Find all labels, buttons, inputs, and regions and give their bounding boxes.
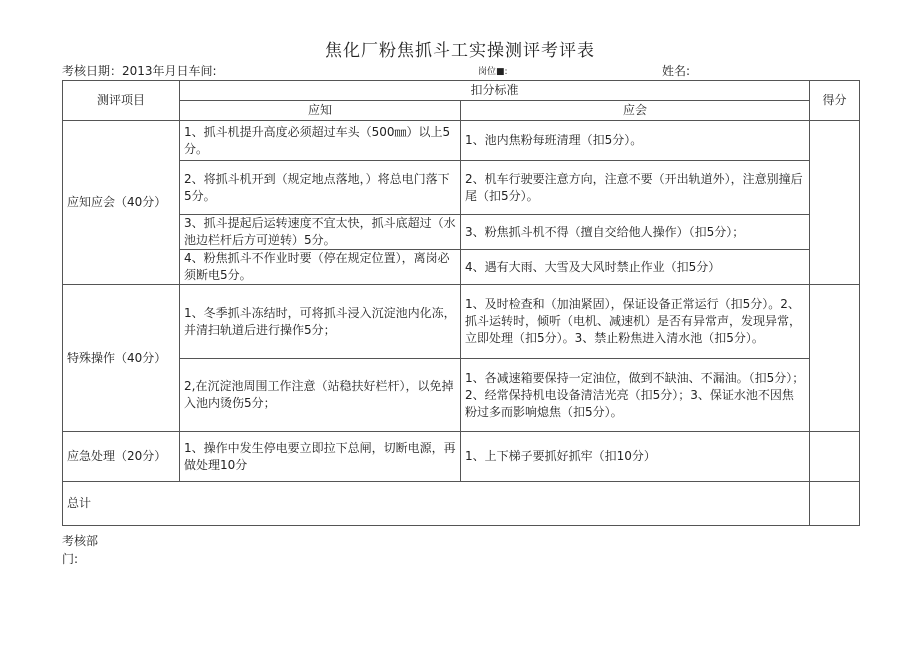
section-name: 特殊操作（40分） bbox=[63, 285, 180, 432]
total-label: 总计 bbox=[63, 482, 810, 526]
criteria-can: 1、及时检查和（加油紧固），保证设备正常运行（扣5分）。2、抓斗运转时，倾听（电机、减速机）是否有异常声，发现异常，立即处理（扣5分）。3、禁止粉焦进入清水池（扣5分）。 bbox=[461, 285, 810, 359]
criteria-can: 1、各减速箱要保持一定油位，做到不缺油、不漏油。（扣5分）；2、经常保持机电设备清洁光亮（扣5分）；3、保证水池不因焦粉过多而影响熄焦（扣5分）。 bbox=[461, 359, 810, 432]
score-cell[interactable] bbox=[810, 285, 860, 432]
post-label: 岗位■: bbox=[478, 67, 508, 77]
section-name: 应急处理（20分） bbox=[63, 432, 180, 482]
page-title: 焦化厂粉焦抓斗工实操测评考评表 bbox=[325, 41, 595, 61]
header-can: 应会 bbox=[461, 101, 810, 121]
score-cell[interactable] bbox=[810, 432, 860, 482]
criteria-can: 2、机车行驶要注意方向，注意不要（开出轨道外），注意别撞后尾（扣5分）。 bbox=[461, 161, 810, 215]
dept-label: 考核部 bbox=[62, 534, 99, 548]
header-item: 测评项目 bbox=[63, 81, 180, 121]
criteria-know: 1、抓斗机提升高度必须超过车头（500㎜）以上5分。 bbox=[180, 121, 461, 161]
exam-date-label: 考核日期：2013年月日车间: bbox=[62, 64, 217, 78]
evaluation-table bbox=[62, 80, 860, 526]
criteria-know: 1、操作中发生停电要立即拉下总闸，切断电源，再做处理10分 bbox=[180, 432, 461, 482]
criteria-know: 3、抓斗提起后运转速度不宜太快，抓斗底超过（水池边栏杆后方可逆转）5分。 bbox=[180, 215, 461, 250]
criteria-can: 1、上下梯子要抓好抓牢（扣10分） bbox=[461, 432, 810, 482]
dept-label-2: 门: bbox=[62, 552, 79, 566]
criteria-can: 4、遇有大雨、大雪及大风时禁止作业（扣5分） bbox=[461, 250, 810, 285]
criteria-know: 1、冬季抓斗冻结时，可将抓斗浸入沉淀池内化冻，并清扫轨道后进行操作5分； bbox=[180, 285, 461, 359]
criteria-can: 3、粉焦抓斗机不得（擅自交给他人操作）（扣5分）； bbox=[461, 215, 810, 250]
criteria-know: 2、将抓斗机开到（规定地点落地，）将总电门落下5分。 bbox=[180, 161, 461, 215]
header-criteria: 扣分标准 bbox=[180, 81, 810, 101]
header-score: 得分 bbox=[810, 81, 860, 121]
criteria-know: 4、粉焦抓斗不作业时要（停在规定位置），离岗必须断电5分。 bbox=[180, 250, 461, 285]
criteria-know: 2,在沉淀池周围工作注意（站稳扶好栏杆），以免掉入池内烫伤5分； bbox=[180, 359, 461, 432]
section-name: 应知应会（40分） bbox=[63, 121, 180, 285]
total-score-cell[interactable] bbox=[810, 482, 860, 526]
exam-department bbox=[62, 532, 98, 568]
criteria-can: 1、池内焦粉每班清理（扣5分）。 bbox=[461, 121, 810, 161]
header-know: 应知 bbox=[180, 101, 461, 121]
name-label: 姓名: bbox=[662, 64, 691, 78]
score-cell[interactable] bbox=[810, 121, 860, 285]
